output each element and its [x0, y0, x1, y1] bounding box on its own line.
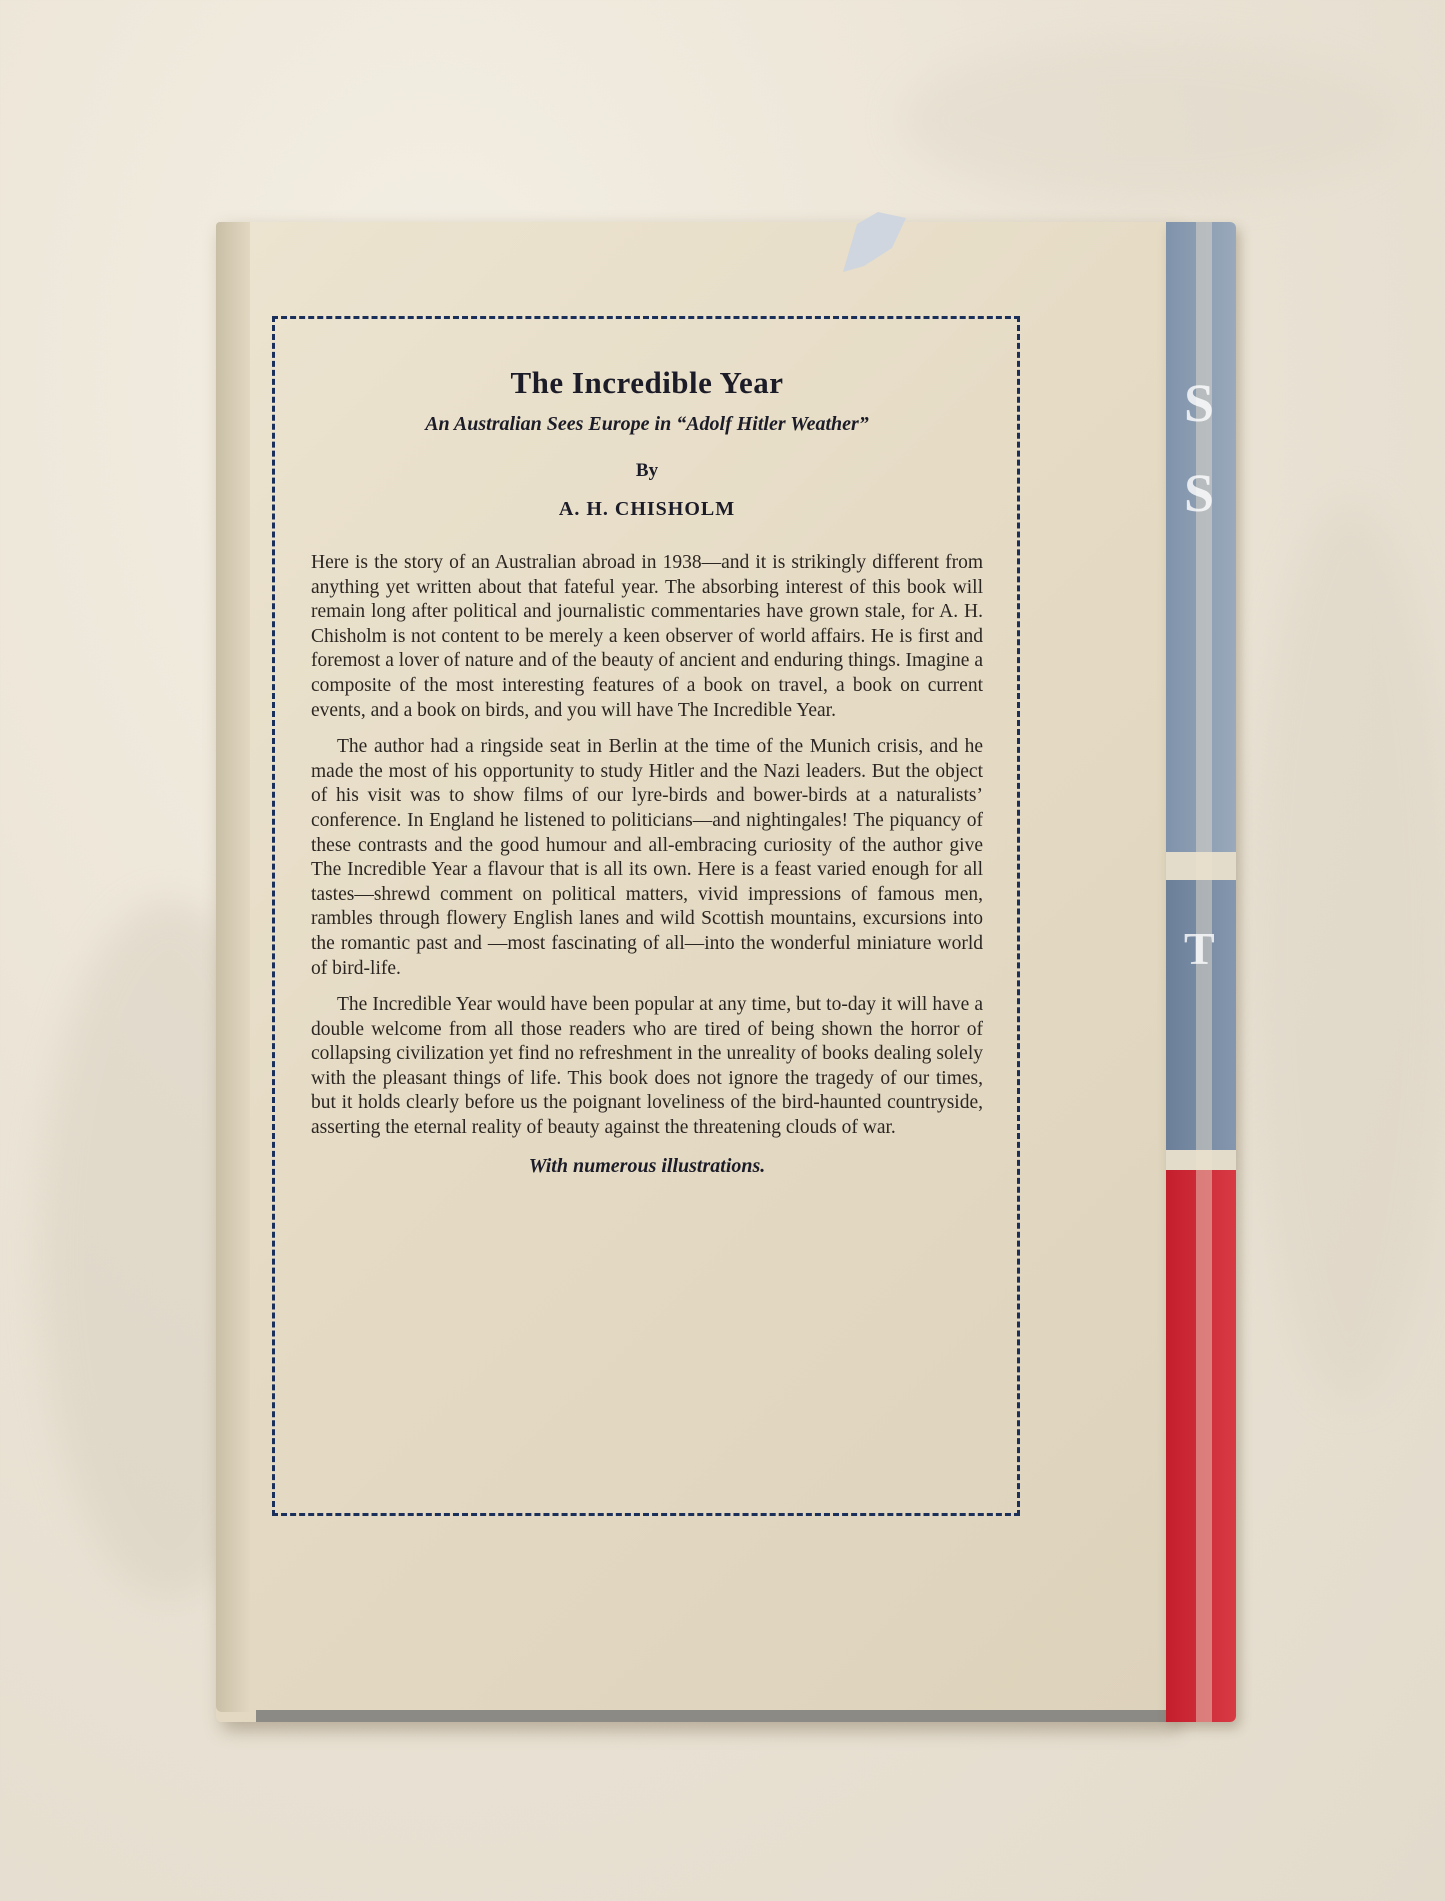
byline: By	[635, 460, 659, 481]
blurb-content	[311, 355, 983, 1178]
jacket-left-edge	[216, 222, 250, 1712]
illustrations-note: With numerous illustrations.	[528, 1154, 766, 1177]
blurb-paragraph-2: The author had a ringside seat in Berlin at the time of the Munich crisis, and he made the most of his opportunity to study Hitler and the Nazi leaders. But the object of his visit was to show films of our lyre-birds and bower-birds at a naturalists’ conference. In England he listened to politicians—and nightingales! The piquancy of these contrasts and the good humour and all-embracing curiosity of the author give The Incredible Year a flavour that is all its own. Here is a feast varied enough for all tastes—shrewd comment on political matters, vivid impressions of famous men, rambles through flowery English lanes and wild Scottish mountains, excursions into the romantic past and —most fascinating of all—into the wonderful miniature world of bird-life.	[311, 736, 983, 979]
book	[216, 212, 1236, 1724]
blurb-paragraph-1: Here is the story of an Australian abroad in 1938—and it is strikingly different from anything yet written about that fateful year. The absorbing interest of this book will remain long after political and journalistic commentaries have grown stale, for A. H. Chisholm is not content to be merely a keen observer of world affairs. He is first and foremost a lover of nature and of the beauty of ancient and enduring things. Imagine a composite of the most interesting features of a book on travel, a book on current events, and a book on birds, and you will have The Incredible Year.	[311, 552, 983, 721]
blurb-paragraph-3: The Incredible Year would have been popular at any time, but to-day it will have a double welcome from all those readers who are tired of being shown the horror of collapsing civilization yet find no refreshment in the unreality of books dealing solely with the pleasant things of life. This book does not ignore the tragedy of our times, but it holds clearly before us the poignant loveliness of the bird-haunted countryside, asserting the eternal reality of beauty against the threatening clouds of war.	[311, 994, 983, 1139]
spine-letter: T	[1184, 923, 1215, 974]
spine-letter: S	[1184, 463, 1215, 523]
fabric-fold	[900, 40, 1400, 200]
book-subtitle: An Australian Sees Europe in “Adolf Hitler Weather”	[425, 413, 869, 435]
book-spine	[1166, 222, 1236, 1722]
blurb-panel	[272, 316, 1020, 1516]
author-name: A. H. CHISHOLM	[558, 498, 736, 520]
spine-letter: S	[1184, 373, 1215, 433]
book-title: The Incredible Year	[510, 365, 784, 400]
book-bottom-edge	[256, 1710, 1176, 1722]
fabric-fold	[1250, 500, 1445, 1400]
